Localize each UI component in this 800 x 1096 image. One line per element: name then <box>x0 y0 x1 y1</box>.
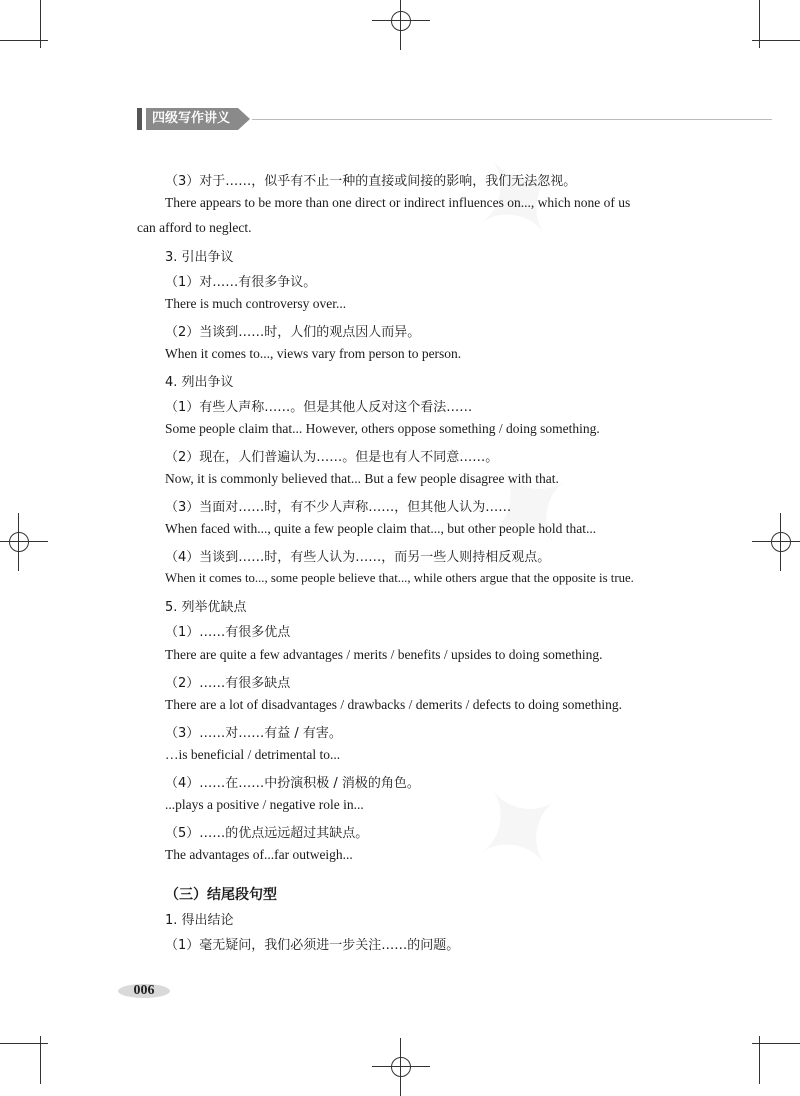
registration-mark-bottom <box>386 1052 416 1082</box>
text-line: There are a lot of disadvantages / drawbacks / demerits / defects to doing something. <box>165 697 622 712</box>
page-number-text: 006 <box>133 983 155 998</box>
text-line: （1）毫无疑问，我们必须进一步关注……的问题。 <box>165 938 460 953</box>
section-header-label: 四级写作讲义 <box>146 108 238 130</box>
subheading: 4. 列出争议 <box>165 375 234 390</box>
crop-mark <box>0 1043 48 1044</box>
text-line: There are quite a few advantages / merits / benefits / upsides to doing something. <box>165 647 603 662</box>
subheading: 3. 引出争议 <box>165 250 234 265</box>
text-line: There appears to be more than one direct or indirect influences on..., which none of us <box>165 195 631 210</box>
section-heading: （三）结尾段句型 <box>165 887 277 903</box>
registration-mark-left <box>4 527 34 557</box>
subheading: 5. 列举优缺点 <box>165 600 247 615</box>
subheading: 1. 得出结论 <box>165 913 234 928</box>
registration-mark-right <box>766 527 796 557</box>
crop-mark <box>752 40 800 41</box>
text-line: Some people claim that... However, others oppose something / doing something. <box>165 421 600 436</box>
text-line: （3）对于……，似乎有不止一种的直接或间接的影响，我们无法忽视。 <box>165 174 577 189</box>
text-line: When it comes to..., views vary from person to person. <box>165 346 462 361</box>
text-line: When faced with..., quite a few people claim that..., but other people hold that... <box>165 521 597 536</box>
text-line: The advantages of...far outweigh... <box>165 847 353 862</box>
text-line: （1）……有很多优点 <box>165 625 291 640</box>
crop-mark <box>0 40 48 41</box>
text-line: …is beneficial / detrimental to... <box>165 747 341 762</box>
text-line: （4）当谈到……时，有些人认为……，而另一些人则持相反观点。 <box>165 550 551 565</box>
text-line: （3）当面对……时，有不少人声称……，但其他人认为…… <box>165 500 512 515</box>
text-line: （4）……在……中扮演积极 / 消极的角色。 <box>165 776 420 791</box>
text-line: Now, it is commonly believed that... But a few people disagree with that. <box>165 471 559 486</box>
section-header-rule <box>252 119 772 120</box>
text-line: ...plays a positive / negative role in... <box>165 797 364 812</box>
text-line: （5）……的优点远远超过其缺点。 <box>165 826 369 841</box>
watermark-shape <box>439 744 601 916</box>
text-line: can afford to neglect. <box>137 220 252 235</box>
text-line: （1）有些人声称……。但是其他人反对这个看法…… <box>165 400 473 415</box>
text-line: （2）现在，人们普遍认为……。但是也有人不同意……。 <box>165 450 499 465</box>
crop-mark <box>752 1043 800 1044</box>
text-line: （2）当谈到……时，人们的观点因人而异。 <box>165 325 421 340</box>
page-number <box>118 980 170 1002</box>
section-header-bar <box>137 108 142 130</box>
section-header-arrow <box>238 108 250 130</box>
text-line: When it comes to..., some people believe that..., while others argue that the opposite is true. <box>165 571 634 585</box>
text-line: There is much controversy over... <box>165 296 347 311</box>
text-line: （2）……有很多缺点 <box>165 676 291 691</box>
section-header <box>137 108 772 130</box>
text-line: （3）……对……有益 / 有害。 <box>165 726 342 741</box>
text-line: （1）对……有很多争议。 <box>165 275 317 290</box>
registration-mark-top <box>386 6 416 36</box>
